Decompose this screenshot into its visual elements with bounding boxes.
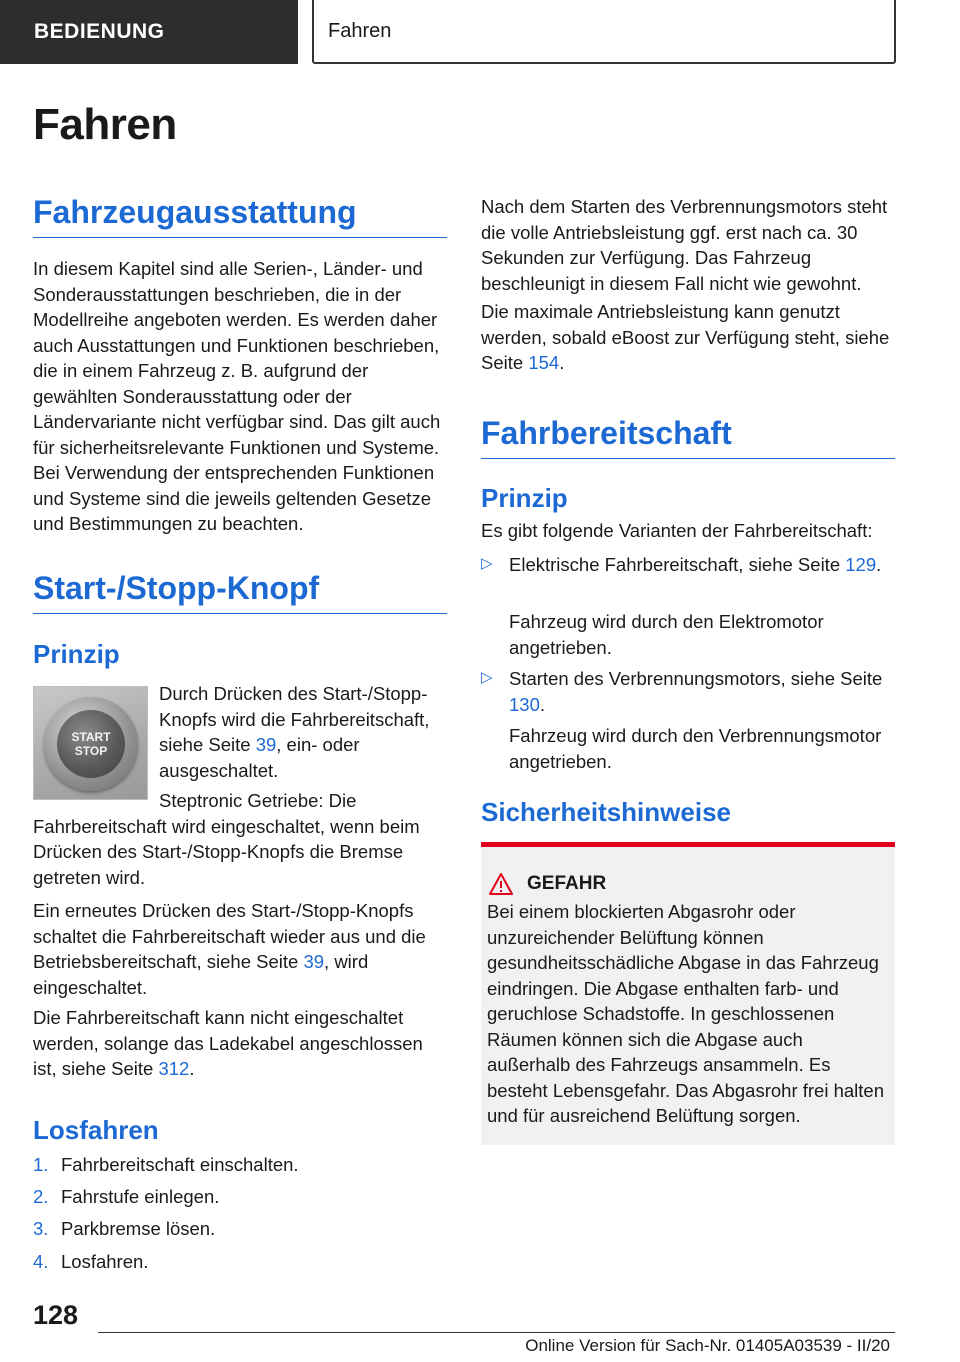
step-text: Parkbremse lösen. (61, 1218, 216, 1239)
step-text: Losfahren. (61, 1251, 149, 1272)
paragraph-verbrennungsmotor: Nach dem Starten des Verbrennungsmotors steht die volle Antriebsleistung ggf. erst nach ca. 30 Sekunden zur Verfügung. Das Fahrzeug beschleunigt in diesem Fall nicht wie gewohnt. (481, 196, 888, 294)
heading-prinzip: Prinzip (481, 483, 568, 513)
heading-losfahren: Losfahren (33, 1115, 159, 1145)
page-title: Fahren (33, 100, 177, 149)
text: , wird eingeschaltet. (33, 951, 369, 998)
bullet-detail: Fahrzeug wird durch den Verbrennungsmotor angetrieben. (509, 725, 882, 772)
text: . (539, 693, 546, 715)
bullet-text (509, 552, 895, 578)
paragraph-start-stopp-2: Steptronic Getriebe: Die Fahrbereitschaft wird eingeschaltet, wenn beim Drücken des Start-/Stopp-Knopfs die Bremse getreten wird. (33, 790, 420, 888)
bullet-triangle-icon: ▷ (481, 555, 493, 572)
paragraph-eboost (481, 299, 895, 376)
step-number: 4. (33, 1251, 49, 1272)
page-link-39[interactable]: 39 (255, 734, 277, 755)
heading-prinzip: Prinzip (33, 639, 120, 669)
step-number: 1. (33, 1154, 49, 1175)
paragraph-fahrzeugausstattung: In diesem Kapitel sind alle Serien-, Länder- und Sonderausstattungen beschrieben, die in der Modellreihe angeboten werden. Es werden daher auch Ausstattungen und Funktionen beschrieben, die in einem Fahrzeug z. B. aufgrund der gewählten Sonderausstattung oder der Ländervariante nicht verfügbar sind. Das gilt auch für sicherheitsrelevante Funktionen und Systeme. Bei Verwendung der entsprechenden Funktionen und Systeme sind die jeweils geltenden Gesetze und Bestimmungen zu beachten. (33, 258, 441, 534)
text: . (189, 1058, 195, 1079)
danger-header (489, 873, 606, 895)
danger-notice (481, 842, 895, 1145)
text: Elektrische Fahrbereitschaft, siehe Seite (509, 554, 846, 575)
page-link-130[interactable]: 130 (509, 693, 540, 715)
start-stop-button-image (33, 686, 148, 800)
heading-start-stopp-knopf: Start-/Stopp-Knopf (33, 570, 447, 614)
bullet-detail: Fahrzeug wird durch den Elektromotor angetrieben. (509, 611, 824, 658)
page-link-39[interactable]: 39 (303, 951, 325, 972)
footer-online-version: Online Version für Sach-Nr. 01405A03539 - II/20 (525, 1336, 890, 1355)
chapter-label: Fahren (328, 19, 392, 42)
chapter-tab (312, 0, 896, 64)
section-tab (0, 0, 298, 64)
bullet-triangle-icon: ▷ (481, 669, 493, 686)
step-text: Fahrbereitschaft einschalten. (61, 1154, 299, 1175)
paragraph-start-stopp-1 (159, 681, 449, 783)
text: Starten des Verbrennungsmotors, siehe Seite (509, 668, 883, 689)
heading-sicherheitshinweise: Sicherheitshinweise (481, 797, 731, 827)
page-link-154[interactable]: 154 (528, 352, 560, 373)
step-text: Fahrstufe einlegen. (61, 1186, 220, 1207)
paragraph-start-stopp-4 (33, 1005, 447, 1082)
text: , ein- oder ausgeschaltet. (159, 734, 360, 781)
text: Durch Drücken des Start-/Stopp-Knopfs wird die Fahrbereitschaft, siehe Seite (159, 683, 430, 755)
section-label: BEDIENUNG (34, 20, 165, 43)
page-link-129[interactable]: 129 (845, 554, 877, 575)
button-label-start: START (71, 730, 111, 744)
warning-triangle-icon (489, 873, 513, 895)
text: Die maximale Antriebsleistung kann genutzt werden, sobald eBoost zur Verfügung steht, siehe Seite (481, 301, 890, 373)
danger-text: Bei einem blockierten Abgasrohr oder unzureichender Belüftung können gesundheitsschädliche Abgase in das Fahrzeug eindringen. Die Abgase enthalten farb- und geruchlose Schadstoffe. In geschlossenen Räumen können sich die Abgase auch außerhalb des Fahrzeugs ansammeln. Es besteht Lebensgefahr. Das Abgasrohr frei halten und für ausreichend Belüftung sorgen. (487, 901, 884, 1126)
page-number: 128 (33, 1300, 79, 1330)
text: Die Fahrbereitschaft kann nicht eingeschaltet werden, solange das Ladekabel angeschlossen ist, siehe Seite (33, 1007, 423, 1079)
heading-fahrbereitschaft: Fahrbereitschaft (481, 415, 895, 459)
text: . (559, 352, 565, 373)
danger-label: GEFAHR (527, 873, 607, 894)
button-label-stop: STOP (74, 744, 108, 758)
footer-divider (98, 1332, 895, 1333)
bullet-text (509, 666, 895, 717)
paragraph-start-stopp-3 (33, 898, 447, 1000)
start-stop-button-ring (44, 697, 138, 791)
text: Ein erneutes Drücken des Start-/Stopp-Knopfs schaltet die Fahrbereitschaft wieder aus und die Betriebsbereitschaft, siehe Seite (33, 900, 426, 972)
heading-fahrzeugausstattung: Fahrzeugausstattung (33, 194, 447, 238)
step-number: 3. (33, 1218, 49, 1239)
paragraph-varianten: Es gibt folgende Varianten der Fahrbereitschaft: (481, 520, 873, 541)
step-number: 2. (33, 1186, 49, 1207)
page-link-312[interactable]: 312 (158, 1058, 190, 1079)
text: . (876, 554, 882, 575)
start-stop-button-face (57, 710, 125, 778)
